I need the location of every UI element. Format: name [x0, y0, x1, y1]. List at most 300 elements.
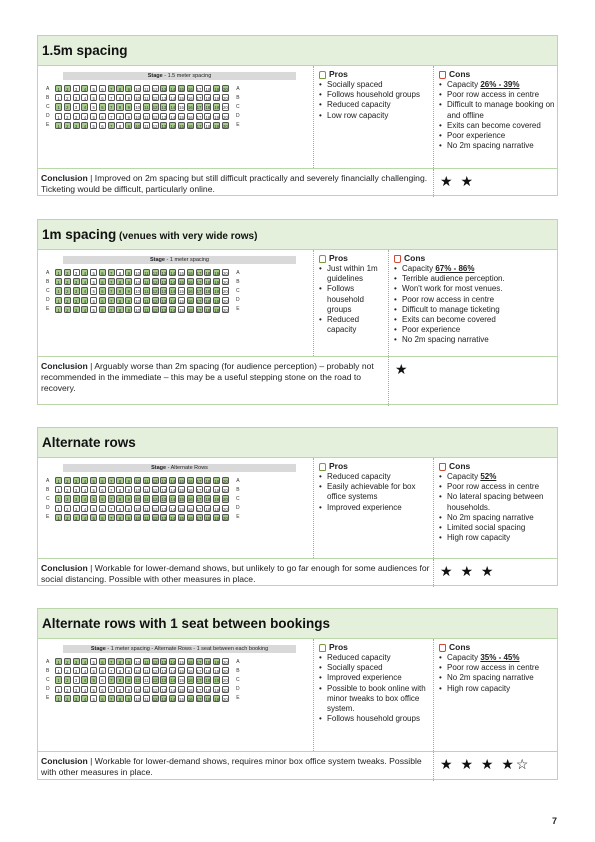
cons-item	[402, 325, 555, 335]
seat-empty: 1	[55, 505, 62, 512]
seat-row	[46, 504, 240, 513]
cons-item-text: Poor row access in centre	[447, 90, 540, 100]
seat-empty: 17	[196, 669, 202, 675]
seat-occupied: 18	[205, 678, 211, 684]
seating-plan	[38, 250, 314, 356]
seat-empty: 2	[64, 486, 71, 493]
seat-row	[46, 666, 240, 675]
seat-occupied: 3	[73, 122, 80, 129]
page-number: 7	[551, 816, 557, 826]
seat-empty: 10	[135, 289, 140, 295]
seat-occupied: 16	[187, 280, 193, 286]
cons-heading	[438, 461, 555, 471]
seat-empty: 16	[187, 114, 193, 120]
seat-empty: 5	[90, 94, 97, 101]
seat-empty: 17	[196, 687, 202, 693]
row-label: C	[236, 103, 240, 110]
seat-occupied: 18	[205, 280, 211, 286]
row-label: A	[236, 85, 240, 92]
seat-empty: 4	[81, 113, 88, 120]
cons-item	[447, 131, 555, 141]
row-label: A	[46, 477, 50, 484]
seat-row	[46, 675, 240, 684]
seat-occupied: 11	[144, 515, 149, 521]
seat-occupied: 11	[144, 105, 149, 111]
row-label: E	[46, 514, 50, 521]
seat-empty: 8	[116, 122, 123, 129]
seat-occupied: 6	[99, 103, 106, 110]
seat-occupied: 9	[125, 122, 132, 129]
seat-occupied: 9	[125, 85, 132, 92]
seat-empty: 10	[135, 298, 140, 304]
seat-empty: 11	[144, 96, 149, 102]
seat-occupied: 12	[152, 105, 158, 111]
cons-item-text: High row capacity	[447, 683, 511, 693]
seat-occupied: 7	[108, 695, 115, 702]
row-label: E	[236, 514, 240, 521]
cons-item	[402, 264, 555, 274]
seat-occupied: 2	[64, 122, 71, 129]
seat-occupied: 1	[55, 676, 62, 683]
cons-item	[447, 141, 555, 151]
row-label: D	[236, 686, 240, 693]
seat-occupied: 9	[125, 269, 132, 276]
seat-empty: 20	[223, 678, 228, 684]
capacity-value: 52%	[480, 472, 497, 481]
row-label: E	[46, 306, 50, 313]
seat-empty: 11	[144, 696, 149, 702]
seat-occupied: 8	[116, 477, 123, 484]
row-label: E	[236, 695, 240, 702]
seat-empty: 14	[170, 669, 176, 675]
seat-grid	[46, 268, 240, 314]
seat-occupied: 12	[152, 696, 158, 702]
pros-item: • Reduced capacity	[327, 100, 431, 110]
seat-occupied: 1	[55, 695, 62, 702]
seat-empty: 9	[125, 486, 132, 493]
pros-label: Pros	[329, 69, 348, 79]
seat-occupied: 13	[161, 271, 167, 277]
seat-empty: 10	[135, 488, 140, 494]
seat-occupied: 4	[81, 278, 88, 285]
seat-empty: 12	[152, 87, 158, 93]
row-label: C	[236, 495, 240, 502]
seat-occupied: 1	[55, 306, 62, 313]
seat-occupied: 7	[108, 514, 115, 521]
seat-empty: 5	[90, 486, 97, 493]
cons-item-text: Difficult to manage booking on and offline	[447, 100, 555, 120]
conclusion-body: | Workable for lower-demand shows, requires minor box office system tweaks. Possible with other measures in place.	[41, 756, 422, 778]
seat-empty: 20	[223, 96, 228, 102]
row-label: C	[46, 287, 50, 294]
seat-occupied: 8	[116, 306, 123, 313]
seat-empty: 15	[179, 96, 184, 102]
seat-empty: 11	[144, 669, 149, 675]
seat-occupied: 17	[196, 123, 202, 129]
seat-occupied: 10	[135, 678, 140, 684]
seat-empty: 12	[152, 669, 158, 675]
cons-item	[447, 673, 555, 683]
seat-occupied: 4	[81, 658, 88, 665]
seat-empty: 20	[223, 280, 228, 286]
seat-empty: 3	[73, 269, 80, 276]
seat-empty: 15	[179, 669, 184, 675]
section-title-text: Alternate rows	[42, 435, 136, 450]
seat-empty: 4	[81, 486, 88, 493]
seat-empty: 3	[73, 103, 80, 110]
seat-empty: 1	[55, 686, 62, 693]
cons-item-text: Terrible audience perception.	[402, 274, 505, 284]
seat-empty: 6	[99, 85, 106, 92]
seat-occupied: 16	[187, 479, 193, 485]
seat-empty: 20	[223, 307, 228, 313]
pros-column	[314, 66, 434, 168]
seat-occupied: 10	[135, 479, 140, 485]
seat-empty: 9	[125, 94, 132, 101]
seat-empty: 10	[135, 687, 140, 693]
seat-row	[46, 286, 240, 295]
pros-label: Pros	[329, 253, 348, 263]
pros-item: • Follows household groups	[327, 90, 431, 100]
section-body	[38, 458, 557, 558]
seat-occupied: 2	[64, 287, 71, 294]
seat-occupied: 6	[99, 278, 106, 285]
seat-occupied: 17	[196, 660, 202, 666]
cons-column	[434, 458, 557, 558]
seat-occupied: 12	[152, 298, 158, 304]
cons-item	[447, 482, 555, 492]
seat-occupied: 15	[179, 123, 184, 129]
seat-empty: 15	[179, 298, 184, 304]
seat-occupied: 14	[170, 696, 176, 702]
conclusion-row	[38, 558, 557, 587]
seat-occupied: 19	[214, 123, 219, 129]
seat-empty: 5	[90, 695, 97, 702]
row-label: B	[46, 278, 50, 285]
seat-occupied: 10	[135, 123, 140, 129]
pros-item: • Just within 1m guidelines	[327, 264, 386, 284]
seat-occupied: 3	[73, 695, 80, 702]
seat-occupied: 12	[152, 515, 158, 521]
seat-occupied: 19	[214, 105, 219, 111]
row-label: B	[46, 667, 50, 674]
seat-empty: 3	[73, 676, 80, 683]
seat-occupied: 14	[170, 280, 176, 286]
seat-empty: 5	[90, 103, 97, 110]
seat-occupied: 13	[161, 307, 167, 313]
pros-item: • Socially spaced	[327, 663, 431, 673]
seat-empty: 8	[116, 269, 123, 276]
seat-empty: 20	[223, 669, 228, 675]
seat-empty: 17	[196, 87, 202, 93]
seat-occupied: 4	[81, 676, 88, 683]
seat-empty: 6	[99, 686, 106, 693]
seat-occupied: 4	[81, 287, 88, 294]
cons-item	[402, 335, 555, 345]
seat-occupied: 4	[81, 514, 88, 521]
seat-empty: 10	[135, 660, 140, 666]
seat-empty: 15	[179, 289, 184, 295]
seat-occupied: 20	[223, 497, 228, 503]
cons-item-text: High row capacity	[447, 533, 511, 543]
cons-item-text: No lateral spacing between households.	[447, 492, 544, 512]
seat-empty: 10	[135, 669, 140, 675]
seat-empty: 2	[64, 686, 71, 693]
seat-empty: 13	[161, 488, 167, 494]
seat-empty: 11	[144, 506, 149, 512]
seat-row	[46, 657, 240, 666]
section-title-text: 1.5m spacing	[42, 43, 128, 58]
seat-empty: 13	[161, 114, 167, 120]
seat-occupied: 13	[161, 298, 167, 304]
seat-empty: 8	[116, 505, 123, 512]
pros-heading	[318, 461, 431, 471]
conclusion-label: Conclusion	[41, 756, 88, 766]
cons-heading	[438, 642, 555, 652]
cons-item-text: No 2m spacing narrative	[402, 335, 489, 345]
seat-occupied: 8	[116, 695, 123, 702]
seat-empty: 15	[179, 678, 184, 684]
seating-plan	[38, 458, 314, 558]
seat-occupied: 13	[161, 87, 167, 93]
seat-empty: 5	[90, 269, 97, 276]
seat-occupied: 1	[55, 495, 62, 502]
conclusion-text	[38, 752, 434, 781]
row-label: C	[46, 676, 50, 683]
cons-label: Cons	[449, 461, 471, 471]
pros-item: • Reduced capacity	[327, 315, 386, 335]
seat-occupied: 4	[81, 122, 88, 129]
seat-grid	[46, 84, 240, 130]
section-title	[38, 36, 557, 66]
seat-empty: 15	[179, 271, 184, 277]
stage-title: Stage	[151, 465, 167, 471]
seat-occupied: 7	[108, 122, 115, 129]
cons-item	[447, 523, 555, 533]
row-label: B	[236, 94, 240, 101]
cons-item-text: Poor row access in centre	[447, 663, 540, 673]
seat-empty: 7	[108, 486, 115, 493]
seat-occupied: 9	[125, 103, 132, 110]
stage-subtitle: - 1.5 meter spacing	[162, 73, 212, 79]
pros-item: • Reduced capacity	[327, 653, 431, 663]
cons-column	[389, 250, 557, 356]
seat-row	[46, 694, 240, 703]
seat-empty: 5	[90, 113, 97, 120]
seat-occupied: 9	[125, 278, 132, 285]
seat-occupied: 17	[196, 289, 202, 295]
seat-occupied: 8	[116, 287, 123, 294]
seat-occupied: 18	[205, 289, 211, 295]
pros-heading	[318, 253, 386, 263]
section-body	[38, 250, 557, 356]
seat-occupied: 1	[55, 297, 62, 304]
seat-occupied: 7	[108, 306, 115, 313]
row-label: B	[236, 667, 240, 674]
section-title	[38, 609, 557, 639]
seat-occupied: 2	[64, 306, 71, 313]
seat-occupied: 19	[214, 87, 219, 93]
pros-item: • Follows household groups	[327, 284, 386, 315]
seat-empty: 14	[170, 96, 176, 102]
seat-occupied: 12	[152, 660, 158, 666]
stage-title: Stage	[90, 646, 106, 652]
seat-occupied: 2	[64, 278, 71, 285]
row-label: C	[236, 676, 240, 683]
seat-occupied: 7	[108, 103, 115, 110]
pros-list	[318, 653, 431, 724]
seat-empty: 7	[108, 505, 115, 512]
capacity-value: 67% - 86%	[435, 264, 475, 273]
seat-empty: 4	[81, 505, 88, 512]
seat-occupied: 13	[161, 497, 167, 503]
seat-empty: 8	[116, 94, 123, 101]
seat-empty: 2	[64, 113, 71, 120]
seat-occupied: 6	[99, 695, 106, 702]
seat-occupied: 12	[152, 497, 158, 503]
seat-occupied: 17	[196, 696, 202, 702]
seat-occupied: 18	[205, 497, 211, 503]
seat-occupied: 16	[187, 87, 193, 93]
seat-occupied: 17	[196, 678, 202, 684]
pros-item: • Easily achievable for box office systems	[327, 482, 431, 502]
section-title	[38, 428, 557, 458]
seat-empty: 6	[99, 486, 106, 493]
seat-occupied: 16	[187, 123, 193, 129]
seat-occupied: 10	[135, 497, 140, 503]
section-subtitle: (venues with very wide rows)	[116, 231, 258, 242]
cons-item	[447, 684, 555, 694]
seat-occupied: 11	[144, 307, 149, 313]
conclusion-label: Conclusion	[41, 563, 88, 573]
seat-empty: 16	[187, 669, 193, 675]
seat-occupied: 11	[144, 271, 149, 277]
seat-empty: 13	[161, 96, 167, 102]
seat-occupied: 19	[214, 515, 219, 521]
cons-item	[402, 295, 555, 305]
row-label: D	[236, 505, 240, 512]
cons-item-text: Exits can become covered	[447, 120, 541, 130]
seat-occupied: 17	[196, 105, 202, 111]
seat-occupied: 12	[152, 271, 158, 277]
cons-item	[447, 663, 555, 673]
seat-occupied: 7	[108, 495, 115, 502]
seat-occupied: 8	[116, 85, 123, 92]
seat-empty: 18	[205, 123, 211, 129]
seat-empty: 3	[73, 667, 80, 674]
seat-empty: 12	[152, 96, 158, 102]
seat-empty: 10	[135, 114, 140, 120]
seat-row	[46, 485, 240, 494]
seat-empty: 19	[214, 488, 219, 494]
seat-occupied: 1	[55, 477, 62, 484]
seat-row	[46, 268, 240, 277]
cons-item	[402, 284, 555, 294]
seat-empty: 9	[125, 667, 132, 674]
seat-empty: 18	[205, 506, 211, 512]
seat-occupied: 2	[64, 514, 71, 521]
cons-column	[434, 66, 557, 168]
seat-occupied: 16	[187, 660, 193, 666]
seat-row	[46, 277, 240, 286]
cons-item	[447, 533, 555, 543]
pros-heading	[318, 642, 431, 652]
seat-occupied: 16	[187, 298, 193, 304]
seat-empty: 8	[116, 486, 123, 493]
row-label: E	[46, 695, 50, 702]
row-label: E	[236, 306, 240, 313]
seat-occupied: 2	[64, 658, 71, 665]
seat-empty: 14	[170, 687, 176, 693]
option-section	[37, 219, 558, 405]
star-rating: ★ ★	[440, 173, 475, 189]
seat-empty: 11	[144, 123, 149, 129]
seat-empty: 20	[223, 687, 228, 693]
seat-occupied: 18	[205, 307, 211, 313]
pros-heading	[318, 69, 431, 79]
seat-occupied: 7	[108, 676, 115, 683]
thumbs-down-icon	[438, 462, 446, 470]
seat-empty: 6	[99, 113, 106, 120]
seating-plan	[38, 66, 314, 168]
seat-occupied: 19	[214, 479, 219, 485]
seat-empty: 20	[223, 105, 228, 111]
seat-empty: 10	[135, 307, 140, 313]
seat-occupied: 4	[81, 495, 88, 502]
row-label: A	[236, 477, 240, 484]
pros-item: • Improved experience	[327, 503, 431, 513]
seat-occupied: 2	[64, 676, 71, 683]
seat-empty: 12	[152, 488, 158, 494]
cons-list	[393, 264, 555, 346]
seat-empty: 20	[223, 488, 228, 494]
cons-label: Cons	[404, 253, 426, 263]
pros-label: Pros	[329, 642, 348, 652]
seat-occupied: 11	[144, 660, 149, 666]
option-section	[37, 608, 558, 780]
seat-row	[46, 296, 240, 305]
seat-occupied: 18	[205, 271, 211, 277]
cons-item-text: Capacity	[447, 472, 481, 481]
seat-occupied: 3	[73, 514, 80, 521]
option-section	[37, 35, 558, 196]
seat-occupied: 11	[144, 280, 149, 286]
row-label: A	[236, 658, 240, 665]
seat-empty: 3	[73, 94, 80, 101]
seat-occupied: 1	[55, 85, 62, 92]
seat-occupied: 2	[64, 495, 71, 502]
seat-occupied: 14	[170, 307, 176, 313]
seat-occupied: 13	[161, 289, 167, 295]
cons-item-text: No 2m spacing narrative	[447, 141, 534, 151]
seat-row	[46, 476, 240, 485]
seat-empty: 18	[205, 114, 211, 120]
seat-occupied: 9	[125, 514, 132, 521]
capacity-value: 35% - 45%	[480, 653, 520, 662]
cons-heading	[438, 69, 555, 79]
thumbs-up-icon	[318, 462, 326, 470]
cons-list	[438, 80, 555, 151]
stage-label	[63, 256, 296, 264]
seat-empty: 12	[152, 506, 158, 512]
cons-item	[402, 274, 555, 284]
conclusion-text	[38, 169, 434, 197]
seat-occupied: 15	[179, 280, 184, 286]
thumbs-down-icon	[438, 70, 446, 78]
seat-row	[46, 513, 240, 522]
seat-empty: 12	[152, 114, 158, 120]
seat-empty: 18	[205, 488, 211, 494]
